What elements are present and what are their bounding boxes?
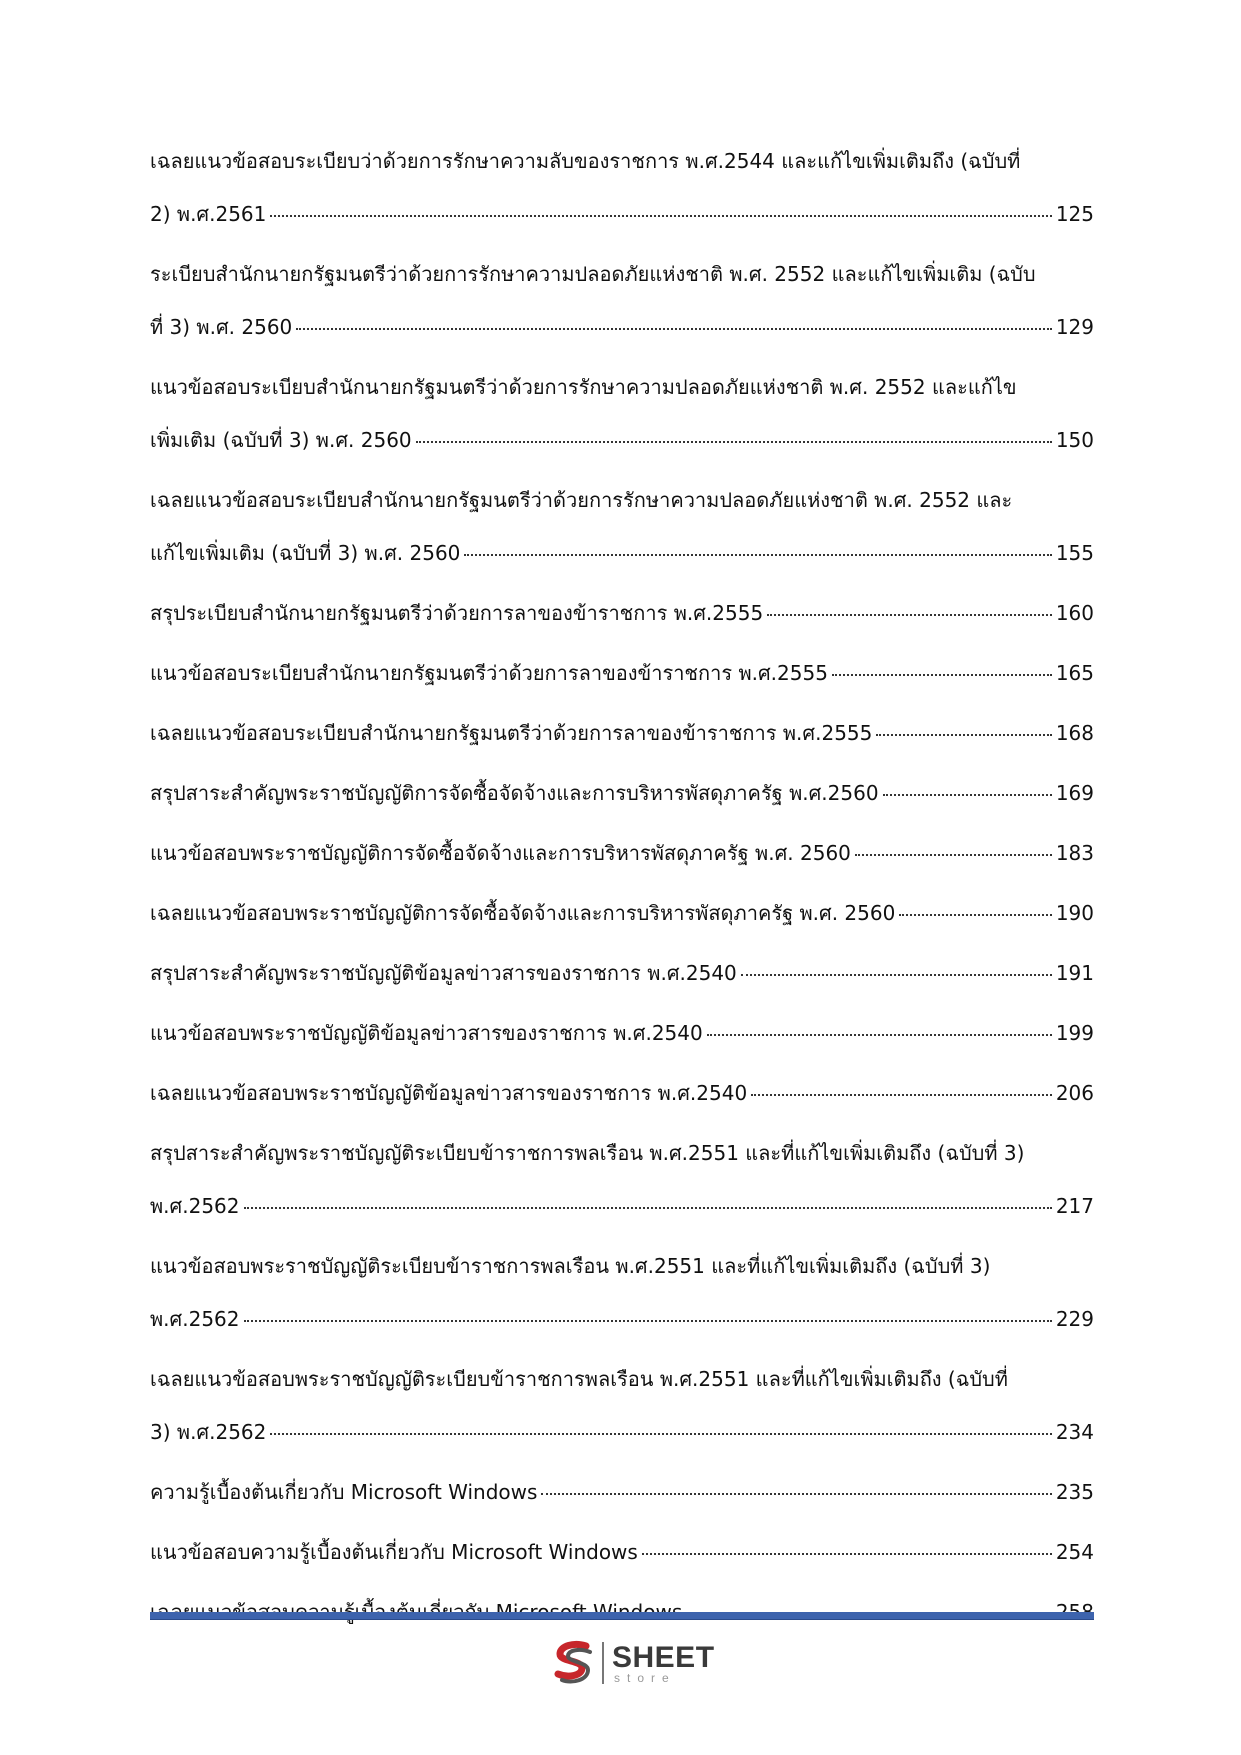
toc-entry-row bbox=[150, 1020, 1094, 1046]
toc-entry[interactable] bbox=[150, 1253, 1094, 1332]
logo-divider bbox=[602, 1642, 604, 1684]
toc-entry-row bbox=[150, 314, 1094, 340]
dot-leader bbox=[751, 1094, 1052, 1096]
toc-entry-page-number: 191 bbox=[1055, 961, 1094, 985]
toc-entry-page-number: 234 bbox=[1055, 1420, 1094, 1444]
toc-entry-page-number: 168 bbox=[1055, 721, 1094, 745]
toc-entry-title: เฉลยแนวข้อสอบระเบียบสำนักนายกรัฐมนตรีว่าด้วยการลาของข้าราชการ พ.ศ.2555 bbox=[150, 721, 873, 745]
dot-leader bbox=[707, 1034, 1052, 1036]
toc-entry[interactable] bbox=[150, 660, 1094, 686]
toc-entry-row bbox=[150, 780, 1094, 806]
toc-entry-title: สรุปสาระสำคัญพระราชบัญญัติการจัดซื้อจัดจ้างและการบริหารพัสดุภาครัฐ พ.ศ.2560 bbox=[150, 781, 879, 805]
toc-entry[interactable] bbox=[150, 780, 1094, 806]
toc-entry-title-line1: เฉลยแนวข้อสอบพระราชบัญญัติระเบียบข้าราชการพลเรือน พ.ศ.2551 และที่แก้ไขเพิ่มเติมถึง (ฉบับที่ bbox=[150, 1367, 1008, 1391]
toc-entry-title: เพิ่มเติม (ฉบับที่ 3) พ.ศ. 2560 bbox=[150, 428, 412, 452]
toc-entry[interactable] bbox=[150, 960, 1094, 986]
footer-logo bbox=[552, 1640, 715, 1686]
toc-entry-page-number: 217 bbox=[1055, 1194, 1094, 1218]
toc-entry-page-number: 235 bbox=[1055, 1480, 1094, 1504]
toc-entry[interactable] bbox=[150, 261, 1094, 340]
toc-entry-page-number: 129 bbox=[1055, 315, 1094, 339]
dot-leader bbox=[244, 1320, 1052, 1322]
toc-entry-title: 3) พ.ศ.2562 bbox=[150, 1420, 267, 1444]
toc-entry-title: 2) พ.ศ.2561 bbox=[150, 202, 267, 226]
dot-leader bbox=[296, 328, 1052, 330]
toc-entry-row bbox=[150, 1419, 1094, 1445]
toc-entry-row bbox=[150, 1193, 1094, 1219]
dot-leader bbox=[741, 974, 1052, 976]
toc-entry[interactable] bbox=[150, 1020, 1094, 1046]
toc-entry[interactable] bbox=[150, 1140, 1094, 1219]
toc-entry-title: แนวข้อสอบพระราชบัญญัติข้อมูลข่าวสารของราชการ พ.ศ.2540 bbox=[150, 1021, 703, 1045]
brand-wordmark bbox=[612, 1640, 715, 1685]
dot-leader bbox=[270, 1433, 1051, 1435]
toc-entry-row bbox=[150, 540, 1094, 566]
table-of-contents bbox=[150, 148, 1094, 1659]
toc-entry-row bbox=[150, 840, 1094, 866]
toc-entry-title-line1: เฉลยแนวข้อสอบระเบียบว่าด้วยการรักษาความลับของราชการ พ.ศ.2544 และแก้ไขเพิ่มเติมถึง (ฉบับที่ bbox=[150, 149, 1021, 173]
dot-leader bbox=[767, 614, 1052, 616]
toc-entry-title: แนวข้อสอบพระราชบัญญัติการจัดซื้อจัดจ้างและการบริหารพัสดุภาครัฐ พ.ศ. 2560 bbox=[150, 841, 851, 865]
sheet-store-s-logo-icon bbox=[552, 1640, 596, 1686]
toc-entry-title-line1: แนวข้อสอบระเบียบสำนักนายกรัฐมนตรีว่าด้วยการรักษาความปลอดภัยแห่งชาติ พ.ศ. 2552 และแก้ไข bbox=[150, 375, 1017, 399]
toc-entry-title: เฉลยแนวข้อสอบพระราชบัญญัติการจัดซื้อจัดจ้างและการบริหารพัสดุภาครัฐ พ.ศ. 2560 bbox=[150, 901, 896, 925]
toc-entry-title-line1: ระเบียบสำนักนายกรัฐมนตรีว่าด้วยการรักษาความปลอดภัยแห่งชาติ พ.ศ. 2552 และแก้ไขเพิ่มเติม (ฉบับ bbox=[150, 262, 1036, 286]
toc-entry-row bbox=[150, 600, 1094, 626]
toc-entry-page-number: 125 bbox=[1055, 202, 1094, 226]
dot-leader bbox=[416, 441, 1052, 443]
toc-entry-row bbox=[150, 427, 1094, 453]
toc-entry-title: สรุประเบียบสำนักนายกรัฐมนตรีว่าด้วยการลาของข้าราชการ พ.ศ.2555 bbox=[150, 601, 764, 625]
toc-entry[interactable] bbox=[150, 1539, 1094, 1565]
toc-entry-row bbox=[150, 1479, 1094, 1505]
toc-entry-row bbox=[150, 1080, 1094, 1106]
toc-entry-page-number: 183 bbox=[1055, 841, 1094, 865]
toc-entry[interactable] bbox=[150, 1479, 1094, 1505]
toc-entry-title: แนวข้อสอบความรู้เบื้องต้นเกี่ยวกับ Microsoft Windows bbox=[150, 1540, 638, 1564]
toc-entry[interactable] bbox=[150, 900, 1094, 926]
toc-entry[interactable] bbox=[150, 840, 1094, 866]
dot-leader bbox=[270, 215, 1051, 217]
toc-entry-row bbox=[150, 660, 1094, 686]
toc-entry-page-number: 229 bbox=[1055, 1307, 1094, 1331]
dot-leader bbox=[541, 1493, 1051, 1495]
toc-entry[interactable] bbox=[150, 720, 1094, 746]
toc-entry-title: แก้ไขเพิ่มเติม (ฉบับที่ 3) พ.ศ. 2560 bbox=[150, 541, 461, 565]
dot-leader bbox=[883, 794, 1052, 796]
toc-entry-row bbox=[150, 960, 1094, 986]
toc-entry-page-number: 165 bbox=[1055, 661, 1094, 685]
toc-entry-title-line1: แนวข้อสอบพระราชบัญญัติระเบียบข้าราชการพลเรือน พ.ศ.2551 และที่แก้ไขเพิ่มเติมถึง (ฉบับที่ 3) bbox=[150, 1254, 991, 1278]
toc-entry[interactable] bbox=[150, 148, 1094, 227]
dot-leader bbox=[244, 1207, 1052, 1209]
dot-leader bbox=[464, 554, 1051, 556]
toc-entry-title: แนวข้อสอบระเบียบสำนักนายกรัฐมนตรีว่าด้วยการลาของข้าราชการ พ.ศ.2555 bbox=[150, 661, 828, 685]
toc-entry[interactable] bbox=[150, 1366, 1094, 1445]
dot-leader bbox=[642, 1553, 1052, 1555]
toc-entry-title-line1: สรุปสาระสำคัญพระราชบัญญัติระเบียบข้าราชการพลเรือน พ.ศ.2551 และที่แก้ไขเพิ่มเติมถึง (ฉบับที่ 3) bbox=[150, 1141, 1025, 1165]
toc-entry[interactable] bbox=[150, 487, 1094, 566]
toc-entry[interactable] bbox=[150, 600, 1094, 626]
dot-leader bbox=[832, 674, 1052, 676]
toc-entry-page-number: 155 bbox=[1055, 541, 1094, 565]
toc-entry-row bbox=[150, 720, 1094, 746]
toc-entry-title: พ.ศ.2562 bbox=[150, 1307, 240, 1331]
toc-entry-row bbox=[150, 1539, 1094, 1565]
toc-entry-page-number: 150 bbox=[1055, 428, 1094, 452]
toc-entry[interactable] bbox=[150, 1080, 1094, 1106]
toc-entry-title: เฉลยแนวข้อสอบพระราชบัญญัติข้อมูลข่าวสารของราชการ พ.ศ.2540 bbox=[150, 1081, 748, 1105]
toc-entry-page-number: 206 bbox=[1055, 1081, 1094, 1105]
toc-entry-title: ความรู้เบื้องต้นเกี่ยวกับ Microsoft Windows bbox=[150, 1480, 538, 1504]
toc-entry-page-number: 199 bbox=[1055, 1021, 1094, 1045]
toc-entry-row bbox=[150, 1306, 1094, 1332]
toc-entry-row bbox=[150, 900, 1094, 926]
dot-leader bbox=[876, 734, 1051, 736]
toc-entry-title: พ.ศ.2562 bbox=[150, 1194, 240, 1218]
dot-leader bbox=[855, 854, 1052, 856]
toc-entry-page-number: 190 bbox=[1055, 901, 1094, 925]
toc-entry-page-number: 160 bbox=[1055, 601, 1094, 625]
toc-entry-title: ที่ 3) พ.ศ. 2560 bbox=[150, 315, 293, 339]
brand-main-text: SHEET bbox=[612, 1640, 715, 1674]
brand-sub-text: store bbox=[614, 1670, 676, 1685]
toc-entry-title-line1: เฉลยแนวข้อสอบระเบียบสำนักนายกรัฐมนตรีว่าด้วยการรักษาความปลอดภัยแห่งชาติ พ.ศ. 2552 และ bbox=[150, 488, 1013, 512]
toc-entry-page-number: 254 bbox=[1055, 1540, 1094, 1564]
toc-entry[interactable] bbox=[150, 374, 1094, 453]
dot-leader bbox=[899, 914, 1051, 916]
footer-divider bbox=[150, 1612, 1094, 1620]
toc-entry-row bbox=[150, 201, 1094, 227]
toc-entry-title: สรุปสาระสำคัญพระราชบัญญัติข้อมูลข่าวสารของราชการ พ.ศ.2540 bbox=[150, 961, 737, 985]
toc-entry-page-number: 169 bbox=[1055, 781, 1094, 805]
